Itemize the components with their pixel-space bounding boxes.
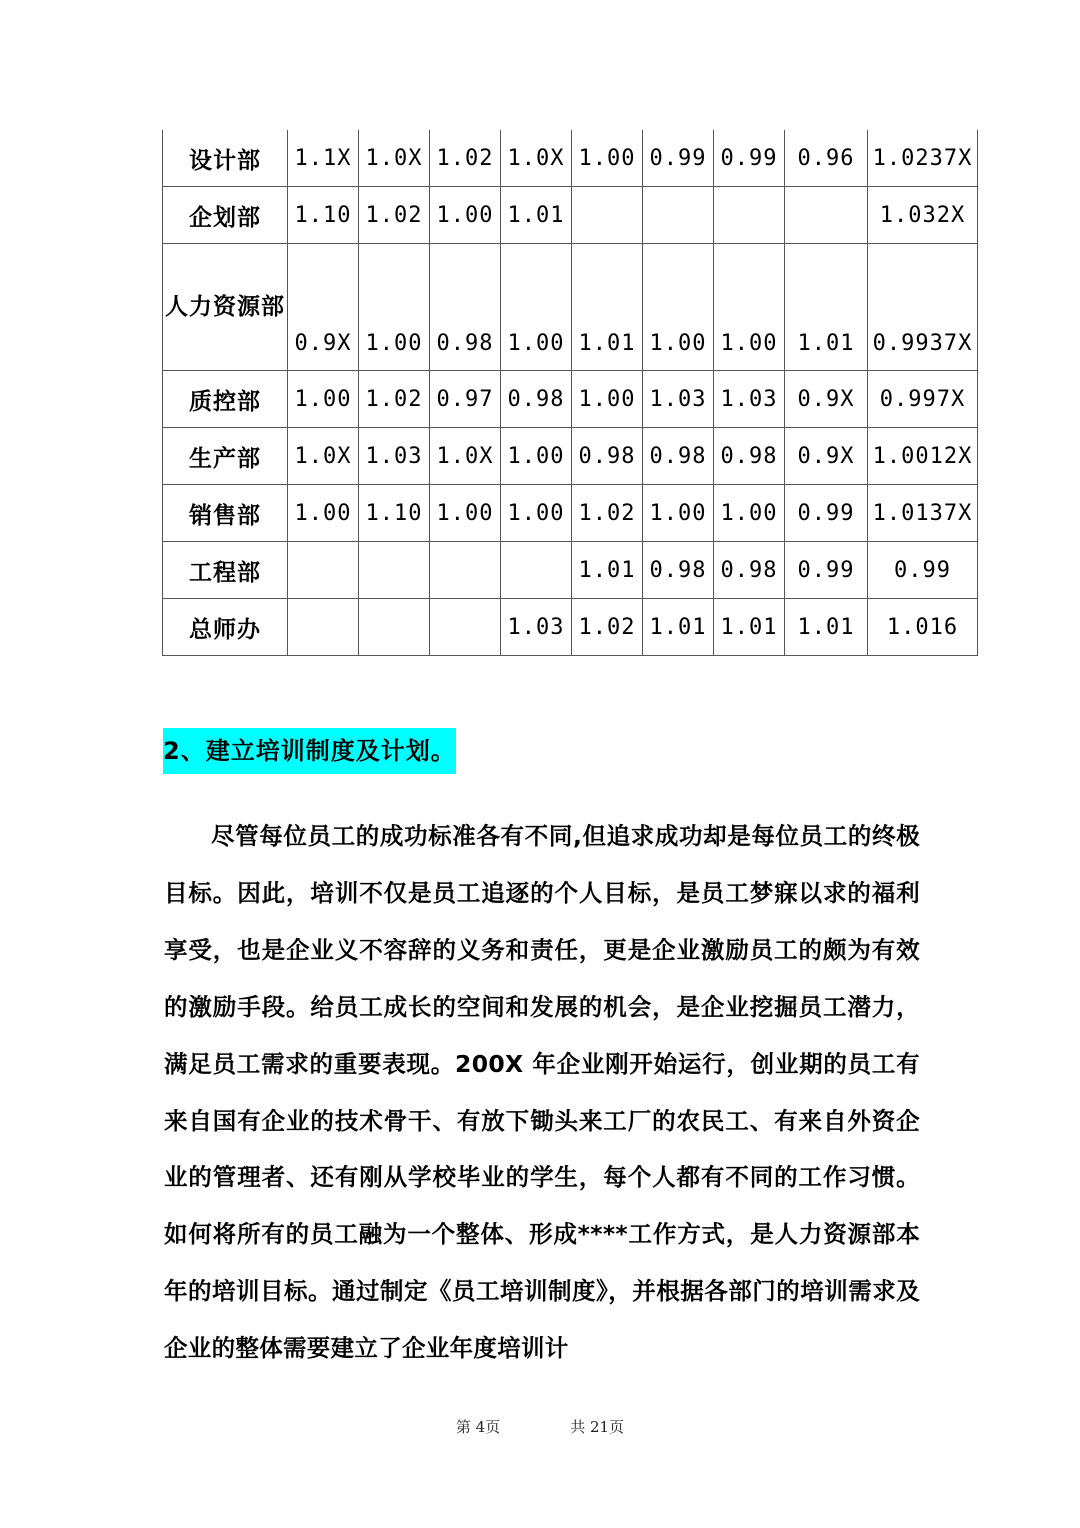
value-cell: 0.98 xyxy=(643,542,714,599)
value-cell: 1.00 xyxy=(714,485,785,542)
value-cell: 1.01 xyxy=(785,244,868,371)
value-cell: 1.00 xyxy=(501,428,572,485)
value-cell: 1.01 xyxy=(572,244,643,371)
value-cell: 1.01 xyxy=(785,599,868,656)
value-cell: 1.0X xyxy=(288,428,359,485)
department-ratio-table xyxy=(162,130,978,656)
value-cell xyxy=(430,542,501,599)
value-cell xyxy=(430,599,501,656)
value-cell: 1.01 xyxy=(572,542,643,599)
department-name-cell: 销售部 xyxy=(163,485,288,542)
value-cell: 1.00 xyxy=(288,371,359,428)
table-row xyxy=(163,542,978,599)
department-name-cell: 质控部 xyxy=(163,371,288,428)
value-cell: 1.0137X xyxy=(868,485,978,542)
value-cell: 0.9X xyxy=(288,244,359,371)
value-cell: 1.01 xyxy=(643,599,714,656)
value-cell: 1.016 xyxy=(868,599,978,656)
value-cell: 1.00 xyxy=(572,130,643,187)
value-cell: 1.1X xyxy=(288,130,359,187)
value-cell xyxy=(501,542,572,599)
page-footer xyxy=(0,1416,1080,1437)
value-cell xyxy=(288,599,359,656)
department-name-cell: 人力资源部 xyxy=(163,244,288,371)
value-cell: 1.00 xyxy=(643,485,714,542)
value-cell: 1.03 xyxy=(501,599,572,656)
body-paragraph: 尽管每位员工的成功标准各有不同,但追求成功却是每位员工的终极目标。因此，培训不仅是员工追逐的个人目标，是员工梦寐以求的福利享受，也是企业义不容辞的义务和责任，更是企业激励员工的颇为有效的激励手段。给员工成长的空间和发展的机会，是企业挖掘员工潜力，满足员工需求的重要表现。200X 年企业刚开始运行，创业期的员工有来自国有企业的技术骨干、有放下锄头来工厂的农民工、有来自外资企业的管理者、还有刚从学校毕业的学生，每个人都有不同的工作习惯。如何将所有的员工融为一个整体、形成****工作方式，是人力资源部本年的培训目标。通过制定《员工培训制度》，并根据各部门的培训需求及企业的整体需要建立了企业年度培训计 xyxy=(164,822,920,1363)
department-name-cell: 总师办 xyxy=(163,599,288,656)
table-row xyxy=(163,428,978,485)
table-row xyxy=(163,599,978,656)
value-cell: 0.98 xyxy=(501,371,572,428)
value-cell: 1.0X xyxy=(430,428,501,485)
value-cell xyxy=(359,599,430,656)
value-cell: 1.01 xyxy=(501,187,572,244)
table-row xyxy=(163,371,978,428)
value-cell: 1.0237X xyxy=(868,130,978,187)
value-cell: 1.02 xyxy=(572,599,643,656)
value-cell: 1.00 xyxy=(430,187,501,244)
value-cell: 1.03 xyxy=(643,371,714,428)
value-cell: 1.00 xyxy=(288,485,359,542)
value-cell: 1.03 xyxy=(359,428,430,485)
department-name-cell: 设计部 xyxy=(163,130,288,187)
value-cell: 1.01 xyxy=(714,599,785,656)
value-cell xyxy=(288,542,359,599)
value-cell: 1.00 xyxy=(359,244,430,371)
table-row xyxy=(163,244,978,371)
value-cell: 1.00 xyxy=(572,371,643,428)
value-cell: 0.9X xyxy=(785,428,868,485)
value-cell: 0.99 xyxy=(643,130,714,187)
section-heading: 2、建立培训制度及计划。 xyxy=(163,728,456,774)
value-cell: 0.96 xyxy=(785,130,868,187)
value-cell xyxy=(359,542,430,599)
table-row xyxy=(163,130,978,187)
value-cell: 0.99 xyxy=(714,130,785,187)
value-cell: 0.98 xyxy=(714,428,785,485)
page-total: 共 21页 xyxy=(570,1418,625,1436)
value-cell: 0.98 xyxy=(430,244,501,371)
value-cell: 1.03 xyxy=(714,371,785,428)
value-cell: 1.0X xyxy=(501,130,572,187)
value-cell: 1.00 xyxy=(643,244,714,371)
department-name-cell: 生产部 xyxy=(163,428,288,485)
value-cell: 0.99 xyxy=(785,485,868,542)
value-cell: 0.99 xyxy=(868,542,978,599)
value-cell: 1.10 xyxy=(288,187,359,244)
value-cell: 1.00 xyxy=(501,244,572,371)
value-cell: 0.98 xyxy=(714,542,785,599)
department-name-cell: 工程部 xyxy=(163,542,288,599)
value-cell: 1.02 xyxy=(359,187,430,244)
value-cell: 1.10 xyxy=(359,485,430,542)
value-cell: 0.98 xyxy=(572,428,643,485)
value-cell: 0.997X xyxy=(868,371,978,428)
value-cell: 1.0012X xyxy=(868,428,978,485)
value-cell: 1.032X xyxy=(868,187,978,244)
value-cell: 0.98 xyxy=(643,428,714,485)
table-row xyxy=(163,187,978,244)
value-cell xyxy=(572,187,643,244)
value-cell xyxy=(785,187,868,244)
table-row xyxy=(163,485,978,542)
department-name-cell: 企划部 xyxy=(163,187,288,244)
value-cell: 1.00 xyxy=(714,244,785,371)
value-cell: 0.9X xyxy=(785,371,868,428)
value-cell: 0.9937X xyxy=(868,244,978,371)
value-cell: 0.97 xyxy=(430,371,501,428)
value-cell: 1.02 xyxy=(430,130,501,187)
value-cell xyxy=(643,187,714,244)
value-cell: 1.02 xyxy=(359,371,430,428)
page-number: 第 4页 xyxy=(455,1418,501,1436)
value-cell: 1.00 xyxy=(501,485,572,542)
value-cell: 1.00 xyxy=(430,485,501,542)
value-cell xyxy=(714,187,785,244)
value-cell: 1.02 xyxy=(572,485,643,542)
value-cell: 0.99 xyxy=(785,542,868,599)
value-cell: 1.0X xyxy=(359,130,430,187)
